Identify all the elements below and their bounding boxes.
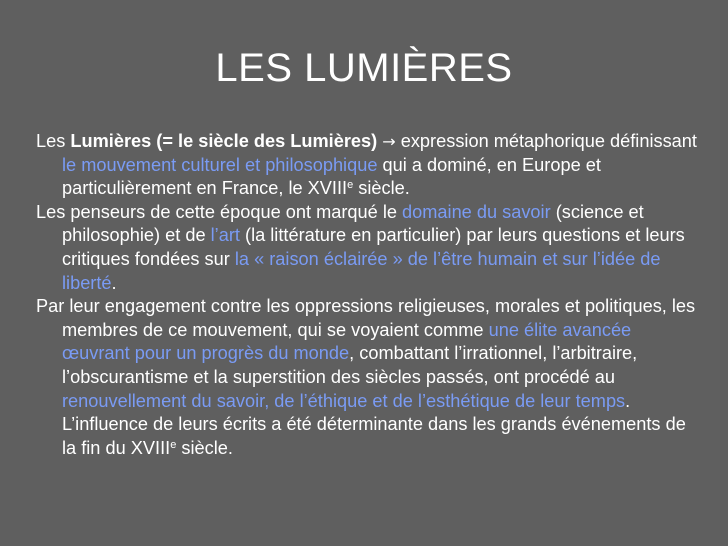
text-run: , combattant l’irrationnel, l’arbitraire, l’obscurantisme et la superstition des siècles passés, ont procédé au bbox=[62, 343, 638, 387]
right-arrow-icon: → bbox=[382, 132, 396, 151]
text-run: qui a dominé, en Europe et particulièrement en France, le XVIII bbox=[62, 154, 601, 199]
highlight-art: l’art bbox=[210, 225, 240, 246]
text-run: Les bbox=[36, 131, 71, 151]
text-run: . L’influence de leurs écrits a été déterminante dans les grands événements de la fin du XVIII bbox=[62, 390, 686, 458]
highlight-domaine-savoir: domaine du savoir bbox=[402, 201, 551, 222]
highlight-elite-avancee: une élite avancée œuvrant pour un progrès du monde bbox=[62, 319, 632, 364]
text-run: Les penseurs de cette époque ont marqué le bbox=[36, 201, 403, 222]
superscript-e: e bbox=[347, 179, 354, 192]
slide-title: LES LUMIÈRES bbox=[215, 46, 513, 90]
highlight-renouvellement: renouvellement du savoir, de l’éthique et de l’esthétique de leur temps bbox=[62, 390, 626, 411]
slide-content bbox=[36, 130, 700, 460]
text-run: (la littérature en particulier) par leurs questions et leurs critiques fondées sur bbox=[62, 225, 685, 269]
text-run: (science et philosophie) et de bbox=[62, 201, 644, 246]
paragraph-engagement bbox=[36, 295, 700, 460]
text-run: siècle. bbox=[176, 437, 233, 458]
text-run: Par leur engagement contre les oppressions religieuses, morales et politiques, les membres de ce mouvement, qui se voyaient comme bbox=[36, 296, 696, 340]
paragraph-penseurs bbox=[36, 201, 700, 295]
text-run: siècle. bbox=[353, 178, 410, 199]
highlight-raison-eclairee: la « raison éclairée » de l’être humain et sur l’idée de liberté bbox=[62, 248, 661, 293]
text-run: expression métaphorique définissant bbox=[395, 131, 697, 151]
term-lumieres: Lumières (= le siècle des Lumières) bbox=[70, 131, 378, 151]
paragraph-lumieres-definition bbox=[36, 130, 700, 201]
highlight-mouvement: le mouvement culturel et philosophique bbox=[62, 154, 378, 175]
superscript-e: e bbox=[170, 438, 177, 451]
text-run: . bbox=[111, 272, 117, 293]
